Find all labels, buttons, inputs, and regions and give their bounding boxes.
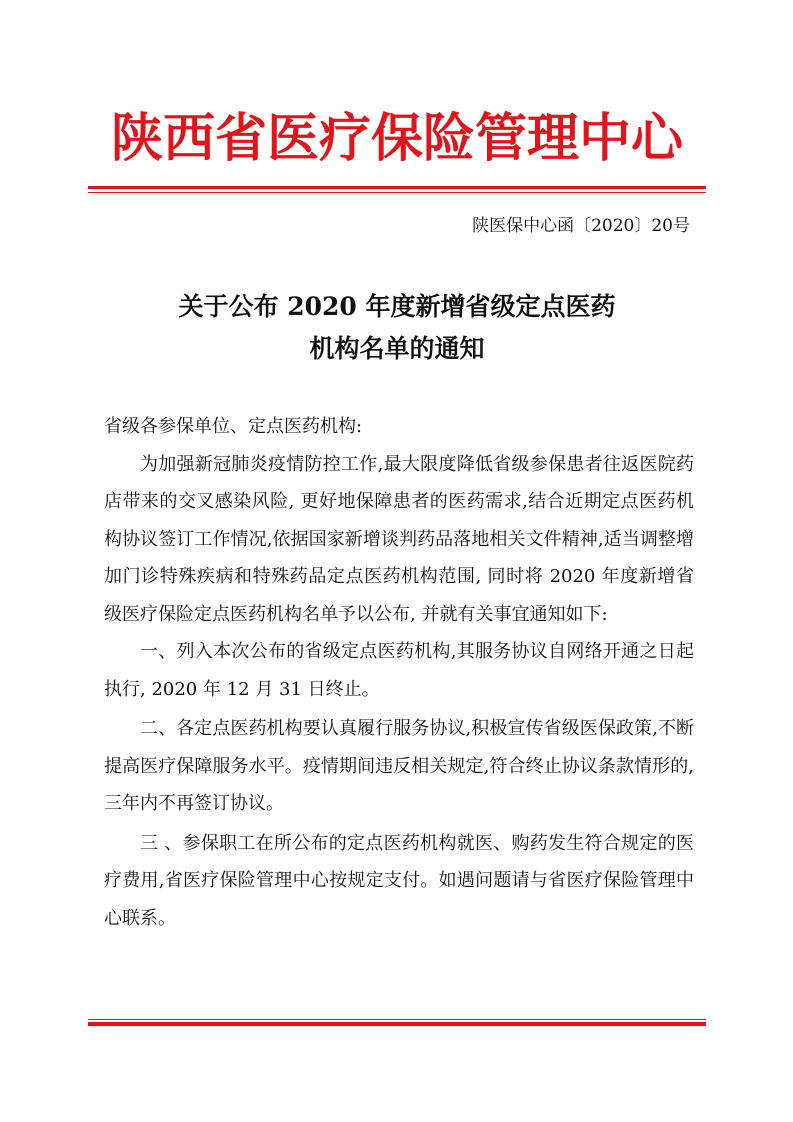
header-divider-thick bbox=[88, 186, 706, 189]
paragraph-item-1: 一、列入本次公布的省级定点医药机构,其服务协议自网络开通之日起执行, 2020 年 12 月 31 日终止。 bbox=[104, 641, 694, 700]
salutation: 省级各参保单位、定点医药机构: bbox=[104, 416, 363, 437]
paragraph-item-2: 二、各定点医药机构要认真履行服务协议,积极宣传省级医保政策,不断提高医疗保障服务水平。疫情期间违反相关规定,符合终止协议条款情形的, 三年内不再签订协议。 bbox=[104, 718, 694, 814]
footer-divider-thick bbox=[88, 1022, 706, 1026]
issuing-organization: 陕西省医疗保险管理中心 bbox=[110, 108, 683, 169]
header-divider-thin bbox=[88, 192, 706, 193]
document-body bbox=[104, 408, 694, 937]
paragraph-intro: 为加强新冠肺炎疫情防控工作,最大限度降低省级参保患者往返医院药店带来的交叉感染风险, 更好地保障患者的医药需求,结合近期定点医药机构协议签订工作情况,依据国家新增谈判药品落地相关文件精神,适当调整增加门诊特殊疾病和特殊药品定点医药机构范围, 同时将 2020 年度新增省级医疗保险定点医药机构名单予以公布, 并就有关事宜通知如下: bbox=[104, 453, 694, 625]
document-number: 陕医保中心函〔2020〕20号 bbox=[472, 216, 690, 236]
title-line-2: 机构名单的通知 bbox=[309, 334, 485, 363]
paragraph-item-3: 三 、参保职工在所公布的定点医药机构就医、购药发生符合规定的医疗费用,省医疗保险管理中心按规定支付。如遇问题请与省医疗保险管理中心联系。 bbox=[104, 832, 694, 929]
footer-divider-thin bbox=[88, 1019, 706, 1020]
title-line-1: 关于公布 2020 年度新增省级定点医药 bbox=[178, 292, 616, 321]
document-title bbox=[88, 286, 706, 370]
